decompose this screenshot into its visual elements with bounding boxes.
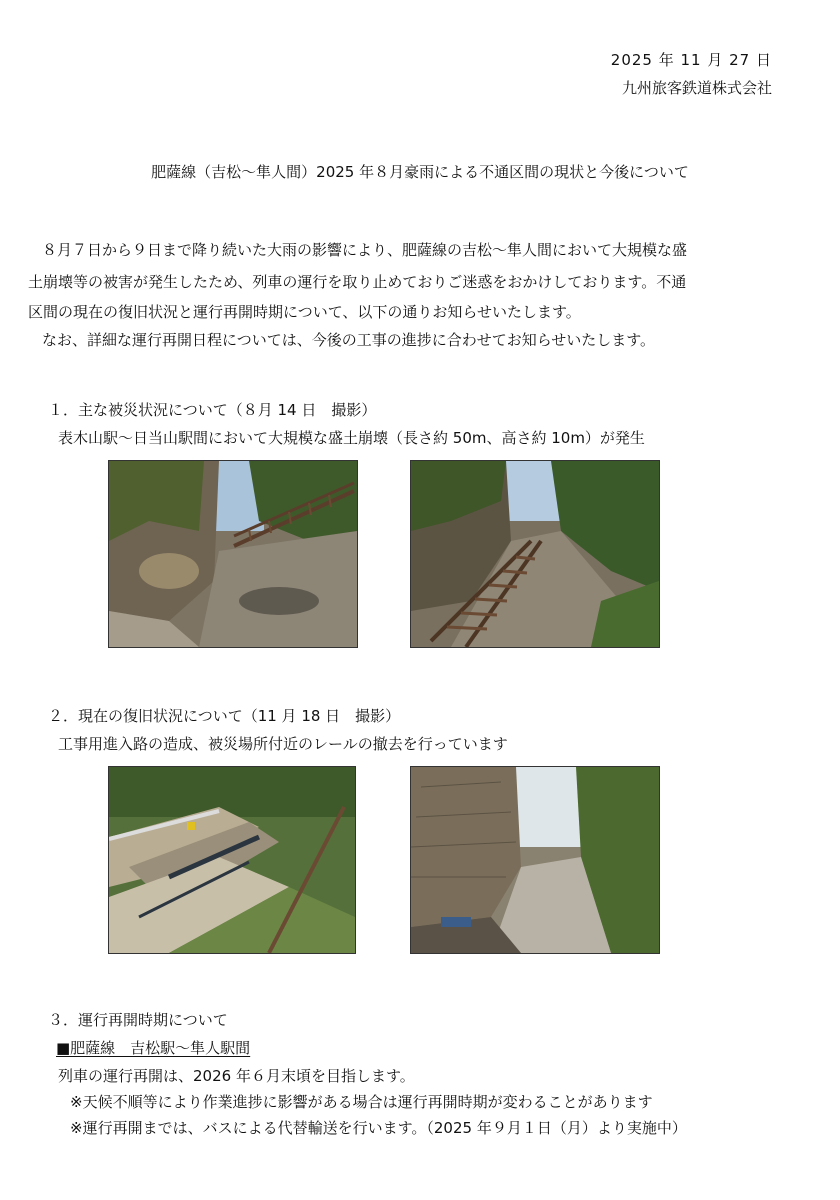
section-2-body: 工事用進入路の造成、被災場所付近のレールの撤去を行っています [58,735,508,753]
intro-line-1: ８月７日から９日まで降り続いた大雨の影響により、肥薩線の吉松～隼人間において大規模な盛 [42,241,688,259]
photo-recovery-2 [410,766,660,954]
section-2-heading: ２．現在の復旧状況について（11 月 18 日 撮影） [48,707,401,725]
section-1-heading: １．主な被災状況について（８月 14 日 撮影） [48,401,377,419]
photo-recovery-1 [108,766,356,954]
photo-damage-2 [410,460,660,648]
section-3-heading: ３．運行再開時期について [48,1011,228,1029]
photo-damage-1 [108,460,358,648]
section-1-body: 表木山駅～日当山駅間において大規模な盛土崩壊（長さ約 50m、高さ約 10m）が発生 [58,429,645,447]
intro-line-3: 区間の現在の復旧状況と運行再開時期について、以下の通りお知らせいたします。 [28,303,581,321]
route-label: ■肥薩線 吉松駅～隼人駅間 [56,1039,251,1057]
note-bus-replacement: ※運行再開までは、バスによる代替輸送を行います。（2025 年９月１日（月）より実施中） [70,1119,687,1137]
document-title: 肥薩線（吉松～隼人間）2025 年８月豪雨による不通区間の現状と今後について [151,163,689,181]
intro-line-2: 土崩壊等の被害が発生したため、列車の運行を取り止めておりご迷惑をおかけしております。不通 [28,273,687,291]
intro-line-4: なお、詳細な運行再開日程については、今後の工事の進捗に合わせてお知らせいたします。 [42,331,656,349]
document-date: 2025 年 11 月 27 日 [610,51,772,69]
company-name: 九州旅客鉄道株式会社 [621,79,772,97]
resume-target: 列車の運行再開は、2026 年６月末頃を目指します。 [58,1067,415,1085]
note-weather: ※天候不順等により作業進捗に影響がある場合は運行再開時期が変わることがあります [70,1093,653,1111]
